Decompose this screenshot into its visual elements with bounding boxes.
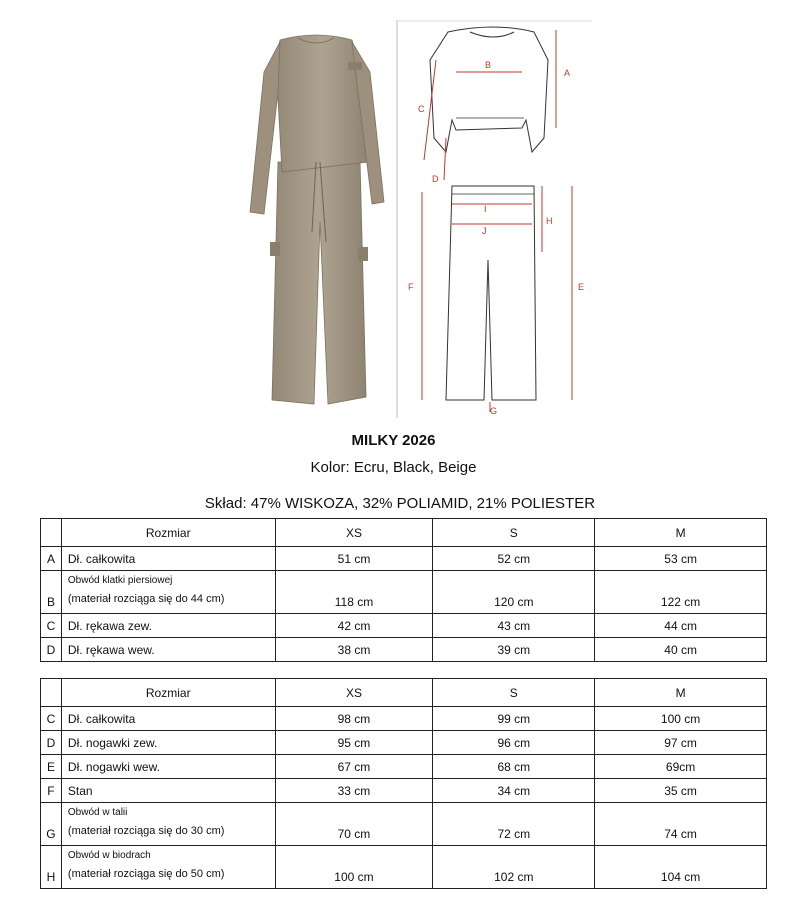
row-letter: B [41, 571, 62, 614]
row-label-note: (materiał rozciąga się do 50 cm) [67, 868, 225, 880]
value-xs: 51 cm [275, 547, 433, 571]
value-s: 72 cm [433, 803, 595, 846]
value-s: 96 cm [433, 731, 595, 755]
product-colors: Kolor: Ecru, Black, Beige [310, 459, 477, 476]
row-label [61, 846, 275, 889]
label-i: I [484, 204, 487, 214]
row-label-main: Obwód klatki piersiowej [67, 575, 173, 586]
row-letter: D [41, 638, 62, 662]
row-label-main: Obwód w biodrach [67, 850, 151, 861]
value-m: 100 cm [595, 707, 767, 731]
technical-drawing [396, 20, 594, 418]
value-m: 74 cm [595, 803, 767, 846]
row-letter: C [41, 707, 62, 731]
value-xs: 70 cm [275, 803, 433, 846]
row-label-main: Obwód w talii [67, 807, 128, 818]
table-row [41, 547, 767, 571]
table-header-row [41, 519, 767, 547]
row-letter: D [41, 731, 62, 755]
label-g: G [490, 406, 498, 416]
size-m-header: M [595, 679, 767, 707]
row-label-note: (materiał rozciąga się do 30 cm) [67, 825, 225, 837]
value-m: 53 cm [595, 547, 767, 571]
value-s: 39 cm [433, 638, 595, 662]
table-row [41, 803, 767, 846]
product-title: MILKY 2026 [351, 432, 436, 449]
row-label: Stan [61, 779, 275, 803]
label-b: B [485, 60, 492, 70]
value-xs: 118 cm [275, 571, 433, 614]
size-s-header: S [433, 679, 595, 707]
row-label: Dł. nogawki wew. [61, 755, 275, 779]
value-m: 122 cm [595, 571, 767, 614]
row-label: Dł. rękawa wew. [61, 638, 275, 662]
row-letter: E [41, 755, 62, 779]
value-xs: 67 cm [275, 755, 433, 779]
label-h: H [546, 216, 553, 226]
value-xs: 100 cm [275, 846, 433, 889]
label-f: F [408, 282, 414, 292]
label-d: D [432, 174, 439, 184]
row-label: Dł. rękawa zew. [61, 614, 275, 638]
row-label: Dł. całkowita [61, 547, 275, 571]
value-xs: 42 cm [275, 614, 433, 638]
row-letter: F [41, 779, 62, 803]
value-s: 120 cm [433, 571, 595, 614]
value-xs: 98 cm [275, 707, 433, 731]
size-xs-header: XS [275, 679, 433, 707]
letter-cell [41, 519, 62, 547]
value-m: 104 cm [595, 846, 767, 889]
row-letter: A [41, 547, 62, 571]
table-row [41, 707, 767, 731]
product-photo [240, 22, 392, 417]
value-s: 43 cm [433, 614, 595, 638]
row-letter: H [41, 846, 62, 889]
table-row [41, 614, 767, 638]
row-letter: C [41, 614, 62, 638]
label-c: C [418, 104, 425, 114]
value-s: 52 cm [433, 547, 595, 571]
top-size-table [40, 518, 767, 662]
row-label: Dł. nogawki zew. [61, 731, 275, 755]
value-s: 99 cm [433, 707, 595, 731]
table-row [41, 846, 767, 889]
size-header: Rozmiar [61, 679, 275, 707]
table-row [41, 638, 767, 662]
bottom-size-table [40, 678, 767, 889]
letter-cell [41, 679, 62, 707]
label-e: E [578, 282, 585, 292]
value-s: 102 cm [433, 846, 595, 889]
table-header-row [41, 679, 767, 707]
value-m: 97 cm [595, 731, 767, 755]
size-xs-header: XS [275, 519, 433, 547]
label-j: J [482, 226, 487, 236]
value-xs: 33 cm [275, 779, 433, 803]
row-label [61, 803, 275, 846]
table-row [41, 731, 767, 755]
product-composition: Skład: 47% WISKOZA, 32% POLIAMID, 21% POLIESTER [204, 495, 596, 512]
label-a: A [564, 68, 571, 78]
value-m: 40 cm [595, 638, 767, 662]
row-label [61, 571, 275, 614]
value-m: 35 cm [595, 779, 767, 803]
table-row [41, 779, 767, 803]
size-s-header: S [433, 519, 595, 547]
value-s: 68 cm [433, 755, 595, 779]
value-m: 69cm [595, 755, 767, 779]
table-row [41, 571, 767, 614]
size-m-header: M [595, 519, 767, 547]
row-label-note: (materiał rozciąga się do 44 cm) [67, 593, 225, 605]
table-row [41, 755, 767, 779]
value-xs: 95 cm [275, 731, 433, 755]
value-s: 34 cm [433, 779, 595, 803]
row-letter: G [41, 803, 62, 846]
value-xs: 38 cm [275, 638, 433, 662]
value-m: 44 cm [595, 614, 767, 638]
row-label: Dł. całkowita [61, 707, 275, 731]
size-header: Rozmiar [61, 519, 275, 547]
